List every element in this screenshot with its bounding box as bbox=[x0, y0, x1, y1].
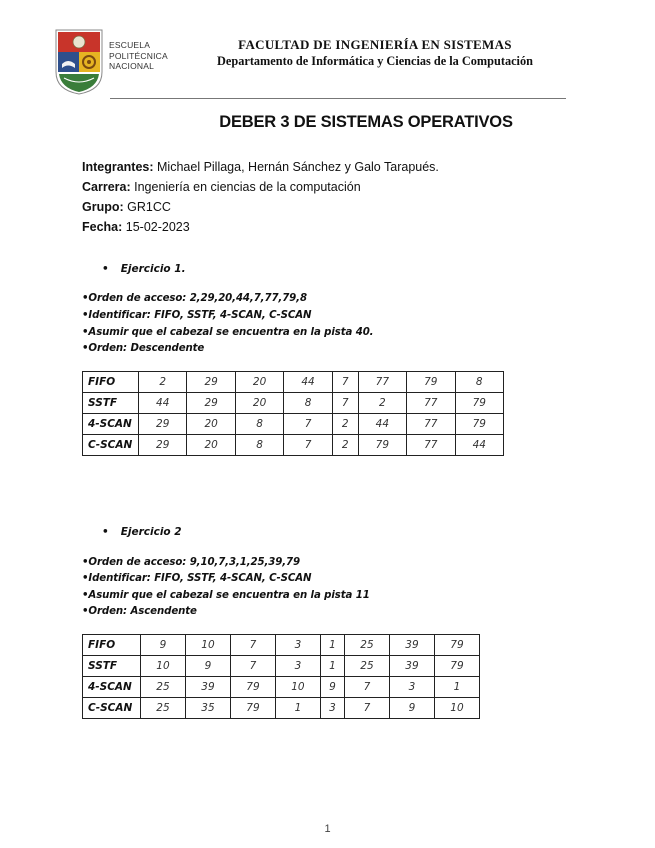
table-cell: 10 bbox=[434, 698, 479, 719]
table-cell: 8 bbox=[284, 393, 332, 414]
table-cell: 9 bbox=[389, 698, 434, 719]
info-integrantes: Integrantes: Michael Pillaga, Hernán Sánchez y Galo Tarapués. bbox=[82, 160, 439, 174]
page-number: 1 bbox=[324, 823, 331, 835]
table-row bbox=[83, 635, 480, 656]
exercise-2-line: •Orden de acceso: 9,10,7,3,1,25,39,79 bbox=[82, 557, 300, 568]
table-cell: 2 bbox=[358, 393, 406, 414]
table-cell: 77 bbox=[407, 435, 455, 456]
bullet-icon: • bbox=[102, 526, 109, 538]
table-cell: 77 bbox=[407, 393, 455, 414]
exercise-1-heading: • Ejercicio 1. bbox=[102, 263, 186, 275]
table-cell: 35 bbox=[185, 698, 230, 719]
row-label: SSTF bbox=[83, 656, 141, 677]
exercise-2-line: •Asumir que el cabezal se encuentra en la pista 11 bbox=[82, 590, 370, 601]
table-row bbox=[83, 372, 504, 393]
table-cell: 7 bbox=[344, 698, 389, 719]
table-cell: 7 bbox=[284, 435, 332, 456]
table-row bbox=[83, 677, 480, 698]
table-cell: 8 bbox=[235, 414, 283, 435]
table-cell: 20 bbox=[187, 435, 235, 456]
table-cell: 7 bbox=[344, 677, 389, 698]
row-label: FIFO bbox=[83, 635, 141, 656]
faculty-heading: FACULTAD DE INGENIERÍA EN SISTEMAS bbox=[238, 37, 512, 52]
table-cell: 1 bbox=[275, 698, 320, 719]
table-cell: 29 bbox=[187, 393, 235, 414]
row-label: C-SCAN bbox=[83, 698, 141, 719]
table-cell: 3 bbox=[275, 656, 320, 677]
table-row bbox=[83, 393, 504, 414]
row-label: 4-SCAN bbox=[83, 677, 141, 698]
info-carrera: Carrera: Ingeniería en ciencias de la computación bbox=[82, 180, 361, 194]
table-cell: 44 bbox=[139, 393, 187, 414]
exercise-2-line: •Identificar: FIFO, SSTF, 4-SCAN, C-SCAN bbox=[82, 573, 312, 584]
table-cell: 7 bbox=[284, 414, 332, 435]
row-label: FIFO bbox=[83, 372, 139, 393]
row-label: C-SCAN bbox=[83, 435, 139, 456]
table-cell: 3 bbox=[320, 698, 344, 719]
table-cell: 79 bbox=[434, 635, 479, 656]
row-label: SSTF bbox=[83, 393, 139, 414]
table-cell: 7 bbox=[332, 372, 358, 393]
table-cell: 9 bbox=[141, 635, 186, 656]
table-cell: 25 bbox=[141, 677, 186, 698]
table-cell: 29 bbox=[139, 435, 187, 456]
table-cell: 79 bbox=[230, 677, 275, 698]
table-cell: 44 bbox=[455, 435, 503, 456]
table-cell: 8 bbox=[455, 372, 503, 393]
table-cell: 2 bbox=[332, 414, 358, 435]
table-cell: 10 bbox=[275, 677, 320, 698]
table-cell: 39 bbox=[389, 635, 434, 656]
table-cell: 44 bbox=[284, 372, 332, 393]
table-cell: 8 bbox=[235, 435, 283, 456]
table-cell: 79 bbox=[230, 698, 275, 719]
exercise-2-table bbox=[82, 634, 480, 719]
table-cell: 79 bbox=[434, 656, 479, 677]
row-label: 4-SCAN bbox=[83, 414, 139, 435]
info-fecha: Fecha: 15-02-2023 bbox=[82, 220, 190, 234]
shield-icon bbox=[54, 28, 104, 96]
table-cell: 79 bbox=[455, 414, 503, 435]
table-cell: 25 bbox=[344, 656, 389, 677]
table-cell: 1 bbox=[320, 635, 344, 656]
exercise-1-line: •Orden de acceso: 2,29,20,44,7,77,79,8 bbox=[82, 293, 307, 304]
info-grupo: Grupo: GR1CC bbox=[82, 200, 171, 214]
table-cell: 77 bbox=[407, 414, 455, 435]
table-cell: 20 bbox=[235, 372, 283, 393]
table-cell: 9 bbox=[320, 677, 344, 698]
table-cell: 10 bbox=[141, 656, 186, 677]
table-cell: 79 bbox=[358, 435, 406, 456]
table-cell: 25 bbox=[141, 698, 186, 719]
table-cell: 39 bbox=[389, 656, 434, 677]
exercise-1-line: •Identificar: FIFO, SSTF, 4-SCAN, C-SCAN bbox=[82, 310, 312, 321]
department-heading: Departamento de Informática y Ciencias de la Computación bbox=[217, 54, 533, 68]
table-cell: 7 bbox=[230, 656, 275, 677]
table-cell: 39 bbox=[185, 677, 230, 698]
exercise-1-table bbox=[82, 371, 504, 456]
table-cell: 29 bbox=[187, 372, 235, 393]
table-cell: 10 bbox=[185, 635, 230, 656]
table-row bbox=[83, 698, 480, 719]
institution-logo bbox=[54, 28, 182, 100]
table-cell: 2 bbox=[332, 435, 358, 456]
table-row bbox=[83, 656, 480, 677]
table-cell: 20 bbox=[187, 414, 235, 435]
table-cell: 7 bbox=[332, 393, 358, 414]
table-cell: 29 bbox=[139, 414, 187, 435]
table-cell: 1 bbox=[434, 677, 479, 698]
table-cell: 77 bbox=[358, 372, 406, 393]
table-cell: 1 bbox=[320, 656, 344, 677]
exercise-2-heading: • Ejercicio 2 bbox=[102, 526, 182, 538]
table-row bbox=[83, 414, 504, 435]
document-title: DEBER 3 DE SISTEMAS OPERATIVOS bbox=[219, 113, 513, 131]
header-divider bbox=[110, 98, 566, 99]
logo-wordmark: ESCUELA POLITÉCNICA NACIONAL bbox=[109, 40, 168, 71]
table-cell: 3 bbox=[275, 635, 320, 656]
table-cell: 25 bbox=[344, 635, 389, 656]
table-cell: 44 bbox=[358, 414, 406, 435]
table-cell: 20 bbox=[235, 393, 283, 414]
exercise-1-line: •Asumir que el cabezal se encuentra en la pista 40. bbox=[82, 327, 374, 338]
bullet-icon: • bbox=[102, 263, 109, 275]
table-cell: 3 bbox=[389, 677, 434, 698]
table-cell: 7 bbox=[230, 635, 275, 656]
table-cell: 9 bbox=[185, 656, 230, 677]
table-cell: 79 bbox=[407, 372, 455, 393]
exercise-1-line: •Orden: Descendente bbox=[82, 343, 205, 354]
table-row bbox=[83, 435, 504, 456]
table-cell: 2 bbox=[139, 372, 187, 393]
table-cell: 79 bbox=[455, 393, 503, 414]
exercise-2-line: •Orden: Ascendente bbox=[82, 606, 197, 617]
